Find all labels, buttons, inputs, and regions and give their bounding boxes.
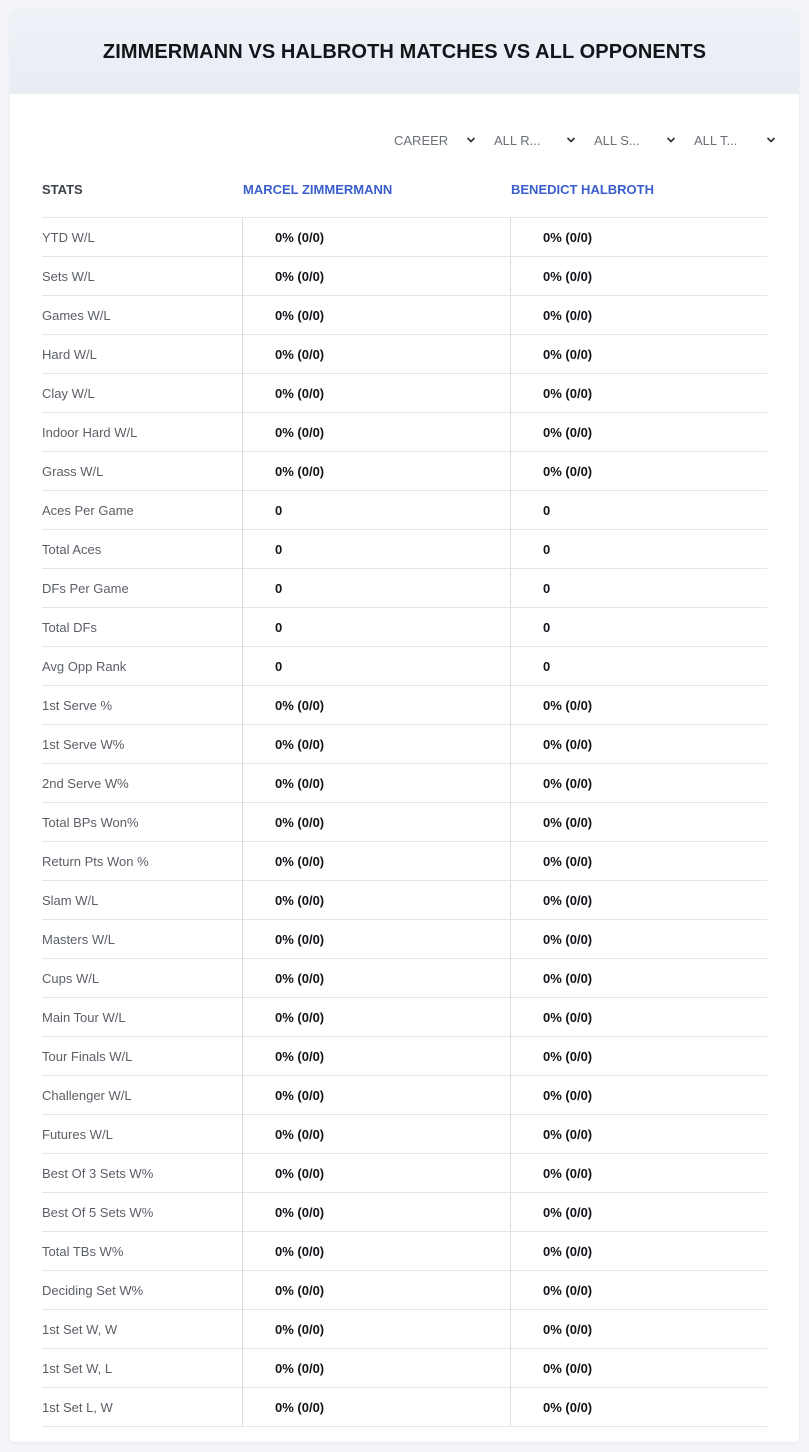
player1-value: 0% (0/0) xyxy=(243,998,511,1036)
player2-value: 0% (0/0) xyxy=(543,1282,593,1298)
filter-bar xyxy=(380,128,780,152)
stat-label: YTD W/L xyxy=(42,218,243,256)
player2-value: 0% (0/0) xyxy=(543,931,593,947)
stat-label: Main Tour W/L xyxy=(42,998,243,1036)
player1-value: 0% (0/0) xyxy=(243,1154,511,1192)
stat-label: Tour Finals W/L xyxy=(42,1037,243,1075)
table-row xyxy=(42,1232,767,1271)
stat-label: Return Pts Won % xyxy=(42,842,243,880)
table-row xyxy=(42,881,767,920)
player2-value: 0% (0/0) xyxy=(543,385,593,401)
stat-label: Sets W/L xyxy=(42,257,243,295)
stat-label: Hard W/L xyxy=(42,335,243,373)
player1-value: 0% (0/0) xyxy=(243,881,511,919)
table-row xyxy=(42,647,767,686)
stat-label: Total TBs W% xyxy=(42,1232,243,1270)
player2-value: 0% (0/0) xyxy=(543,1009,593,1025)
stat-label: Futures W/L xyxy=(42,1115,243,1153)
table-row xyxy=(42,530,767,569)
stat-label: Slam W/L xyxy=(42,881,243,919)
stat-label: Total DFs xyxy=(42,608,243,646)
player1-value: 0% (0/0) xyxy=(243,764,511,802)
table-row xyxy=(42,374,767,413)
player2-value: 0% (0/0) xyxy=(543,1048,593,1064)
player1-value: 0% (0/0) xyxy=(243,1037,511,1075)
player1-value: 0% (0/0) xyxy=(243,296,511,334)
stat-label: Masters W/L xyxy=(42,920,243,958)
player1-value: 0% (0/0) xyxy=(243,452,511,490)
player1-value: 0 xyxy=(243,530,511,568)
player1-value: 0% (0/0) xyxy=(243,374,511,412)
stat-label: DFs Per Game xyxy=(42,569,243,607)
column-header-player2-link[interactable]: BENEDICT HALBROTH xyxy=(511,182,654,197)
player1-value: 0 xyxy=(243,491,511,529)
column-header-player1-link[interactable]: MARCEL ZIMMERMANN xyxy=(243,182,393,197)
player2-value: 0 xyxy=(543,619,551,635)
page-title: ZIMMERMANN VS HALBROTH MATCHES VS ALL OPPONENTS xyxy=(102,40,707,63)
table-row xyxy=(42,491,767,530)
table-row xyxy=(42,452,767,491)
player2-value: 0% (0/0) xyxy=(543,853,593,869)
table-row xyxy=(42,413,767,452)
player2-value: 0 xyxy=(543,541,551,557)
table-header xyxy=(42,162,767,218)
player2-value: 0% (0/0) xyxy=(543,463,593,479)
player1-value: 0% (0/0) xyxy=(243,218,511,256)
filter-value: CAREER xyxy=(394,132,449,148)
player2-value: 0 xyxy=(543,502,551,518)
stat-label: 1st Set W, L xyxy=(42,1349,243,1387)
stat-label: Challenger W/L xyxy=(42,1076,243,1114)
table-row xyxy=(42,1349,767,1388)
player1-value: 0% (0/0) xyxy=(243,1349,511,1387)
chevron-down-icon xyxy=(666,135,676,145)
table-row xyxy=(42,1037,767,1076)
table-row xyxy=(42,1076,767,1115)
table-row xyxy=(42,1115,767,1154)
table-row xyxy=(42,1310,767,1349)
player1-value: 0% (0/0) xyxy=(243,686,511,724)
stat-label: Avg Opp Rank xyxy=(42,647,243,685)
player1-value: 0% (0/0) xyxy=(243,1310,511,1348)
player2-value: 0% (0/0) xyxy=(543,307,593,323)
player2-value: 0% (0/0) xyxy=(543,775,593,791)
player1-value: 0% (0/0) xyxy=(243,920,511,958)
table-row xyxy=(42,608,767,647)
player2-value: 0% (0/0) xyxy=(543,814,593,830)
table-row xyxy=(42,764,767,803)
player2-value: 0% (0/0) xyxy=(543,970,593,986)
stat-label: Best Of 3 Sets W% xyxy=(42,1154,243,1192)
column-header-stats: STATS xyxy=(42,182,83,197)
chevron-down-icon xyxy=(566,135,576,145)
table-body xyxy=(42,218,767,1427)
table-row xyxy=(42,218,767,257)
table-row xyxy=(42,257,767,296)
table-row xyxy=(42,959,767,998)
player1-value: 0% (0/0) xyxy=(243,1076,511,1114)
player2-value: 0% (0/0) xyxy=(543,1165,593,1181)
player2-value: 0% (0/0) xyxy=(543,1399,593,1415)
table-row xyxy=(42,998,767,1037)
table-row xyxy=(42,296,767,335)
player1-value: 0% (0/0) xyxy=(243,725,511,763)
player2-value: 0 xyxy=(543,658,551,674)
player2-value: 0% (0/0) xyxy=(543,424,593,440)
filter-value: ALL R... xyxy=(494,132,541,148)
stats-table xyxy=(42,162,767,1427)
filter-surface-select[interactable] xyxy=(580,128,680,152)
stat-label: 1st Set W, W xyxy=(42,1310,243,1348)
player1-value: 0% (0/0) xyxy=(243,1388,511,1426)
chevron-down-icon xyxy=(466,135,476,145)
player1-value: 0% (0/0) xyxy=(243,959,511,997)
player1-value: 0% (0/0) xyxy=(243,842,511,880)
player2-value: 0% (0/0) xyxy=(543,892,593,908)
player1-value: 0% (0/0) xyxy=(243,1232,511,1270)
table-row xyxy=(42,803,767,842)
stat-label: 2nd Serve W% xyxy=(42,764,243,802)
player1-value: 0% (0/0) xyxy=(243,413,511,451)
player1-value: 0% (0/0) xyxy=(243,1193,511,1231)
player2-value: 0% (0/0) xyxy=(543,229,593,245)
stat-label: Indoor Hard W/L xyxy=(42,413,243,451)
player1-value: 0% (0/0) xyxy=(243,257,511,295)
filter-period-select[interactable] xyxy=(380,128,480,152)
table-row xyxy=(42,1271,767,1310)
filter-round-select[interactable] xyxy=(480,128,580,152)
player2-value: 0% (0/0) xyxy=(543,736,593,752)
filter-value: ALL T... xyxy=(694,132,738,148)
player2-value: 0% (0/0) xyxy=(543,1243,593,1259)
table-row xyxy=(42,569,767,608)
table-row xyxy=(42,1388,767,1427)
player1-value: 0 xyxy=(243,608,511,646)
player2-value: 0% (0/0) xyxy=(543,1321,593,1337)
stat-label: Games W/L xyxy=(42,296,243,334)
stat-label: 1st Serve W% xyxy=(42,725,243,763)
table-row xyxy=(42,725,767,764)
stat-label: Total Aces xyxy=(42,530,243,568)
card-header xyxy=(10,10,799,94)
table-row xyxy=(42,335,767,374)
player2-value: 0% (0/0) xyxy=(543,1360,593,1376)
filter-value: ALL S... xyxy=(594,132,640,148)
player2-value: 0 xyxy=(543,580,551,596)
stat-label: Clay W/L xyxy=(42,374,243,412)
chevron-down-icon xyxy=(766,135,776,145)
table-row xyxy=(42,1193,767,1232)
player1-value: 0 xyxy=(243,569,511,607)
table-row xyxy=(42,686,767,725)
player1-value: 0% (0/0) xyxy=(243,1115,511,1153)
filter-tournament-select[interactable] xyxy=(680,128,780,152)
table-row xyxy=(42,920,767,959)
stat-label: Total BPs Won% xyxy=(42,803,243,841)
stat-label: 1st Serve % xyxy=(42,686,243,724)
stat-label: 1st Set L, W xyxy=(42,1388,243,1426)
player2-value: 0% (0/0) xyxy=(543,697,593,713)
table-row xyxy=(42,1154,767,1193)
stat-label: Cups W/L xyxy=(42,959,243,997)
stat-label: Deciding Set W% xyxy=(42,1271,243,1309)
player2-value: 0% (0/0) xyxy=(543,1087,593,1103)
player1-value: 0% (0/0) xyxy=(243,335,511,373)
stat-label: Grass W/L xyxy=(42,452,243,490)
table-row xyxy=(42,842,767,881)
stat-label: Aces Per Game xyxy=(42,491,243,529)
player2-value: 0% (0/0) xyxy=(543,346,593,362)
stat-label: Best Of 5 Sets W% xyxy=(42,1193,243,1231)
player1-value: 0 xyxy=(243,647,511,685)
player1-value: 0% (0/0) xyxy=(243,803,511,841)
player2-value: 0% (0/0) xyxy=(543,268,593,284)
player2-value: 0% (0/0) xyxy=(543,1126,593,1142)
stats-card xyxy=(10,10,799,1442)
player2-value: 0% (0/0) xyxy=(543,1204,593,1220)
player1-value: 0% (0/0) xyxy=(243,1271,511,1309)
